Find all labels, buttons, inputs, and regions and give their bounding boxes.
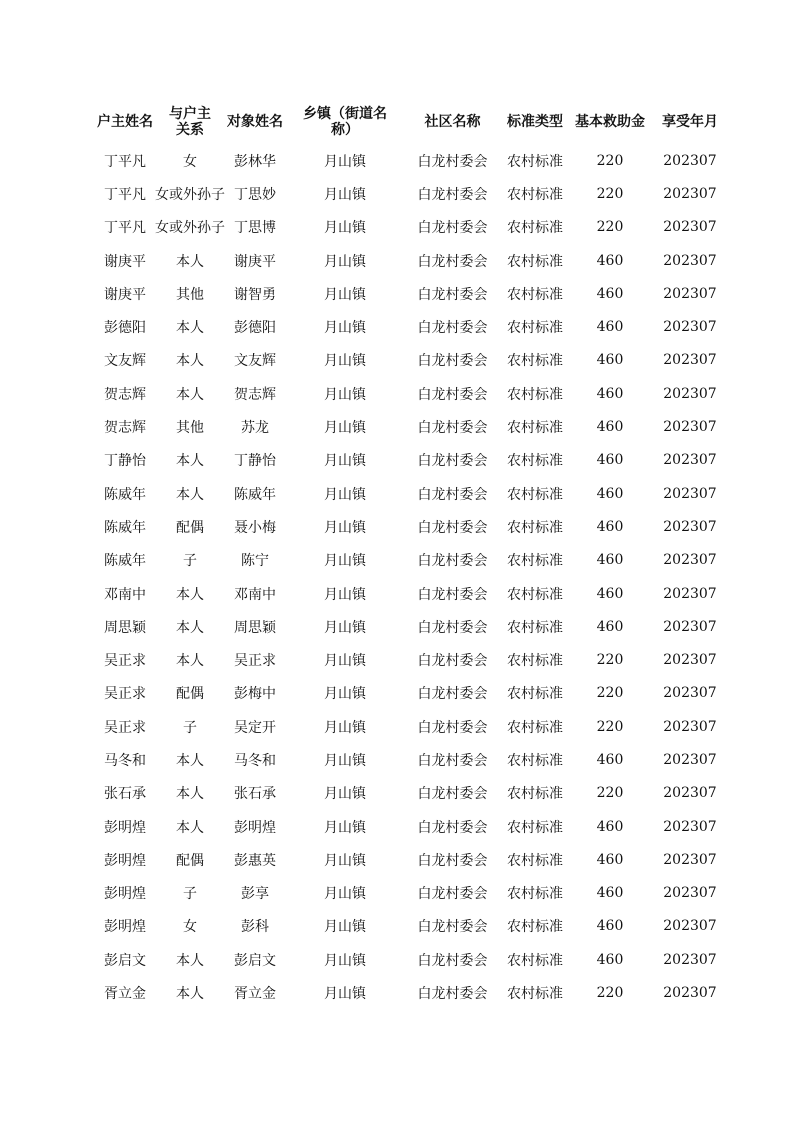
cell-recipient-name: 苏龙 (241, 420, 269, 437)
cell-town: 月山镇 (324, 519, 366, 536)
header-standard-type: 标准类型 (507, 114, 563, 130)
cell-community: 白龙村委会 (417, 420, 488, 437)
cell-town: 月山镇 (324, 186, 366, 203)
cell-basic-relief: 460 (596, 885, 624, 902)
cell-town: 月山镇 (324, 819, 366, 836)
cell-recipient-name: 贺志辉 (234, 386, 276, 403)
cell-basic-relief: 460 (596, 252, 624, 269)
cell-month: 202307 (663, 518, 717, 535)
cell-month: 202307 (663, 618, 717, 635)
cell-basic-relief: 220 (596, 219, 624, 236)
table-row (95, 710, 730, 743)
cell-standard-type: 农村标准 (507, 553, 563, 570)
cell-recipient-name: 胥立金 (234, 986, 276, 1003)
table-row (95, 444, 730, 477)
cell-recipient-name: 聂小梅 (234, 519, 276, 536)
table-row (95, 877, 730, 910)
cell-month: 202307 (663, 918, 717, 935)
cell-householder-name: 丁静怡 (104, 453, 146, 470)
cell-basic-relief: 460 (596, 518, 624, 535)
table-row (95, 544, 730, 577)
cell-basic-relief: 220 (596, 185, 624, 202)
cell-month: 202307 (663, 851, 717, 868)
table-row (95, 510, 730, 543)
cell-basic-relief: 460 (596, 751, 624, 768)
cell-community: 白龙村委会 (417, 986, 488, 1003)
cell-standard-type: 农村标准 (507, 886, 563, 903)
cell-householder-name: 丁平凡 (104, 186, 146, 203)
cell-relationship: 女或外孙子 (155, 186, 225, 203)
cell-standard-type: 农村标准 (507, 819, 563, 836)
cell-relationship: 其他 (176, 420, 204, 437)
cell-relationship: 本人 (176, 653, 204, 670)
cell-month: 202307 (663, 285, 717, 302)
cell-relationship: 配偶 (176, 852, 204, 869)
cell-standard-type: 农村标准 (507, 986, 563, 1003)
cell-community: 白龙村委会 (417, 686, 488, 703)
table-row (95, 144, 730, 177)
cell-recipient-name: 谢智勇 (234, 286, 276, 303)
cell-relationship: 女 (183, 153, 197, 170)
cell-householder-name: 邓南中 (104, 586, 146, 603)
cell-standard-type: 农村标准 (507, 220, 563, 237)
cell-community: 白龙村委会 (417, 320, 488, 337)
cell-standard-type: 农村标准 (507, 353, 563, 370)
cell-community: 白龙村委会 (417, 353, 488, 370)
table-row (95, 943, 730, 976)
cell-relationship: 本人 (176, 453, 204, 470)
cell-householder-name: 丁平凡 (104, 153, 146, 170)
table-row (95, 810, 730, 843)
cell-community: 白龙村委会 (417, 186, 488, 203)
cell-householder-name: 彭启文 (104, 952, 146, 969)
cell-relationship: 子 (183, 719, 197, 736)
cell-basic-relief: 220 (596, 685, 624, 702)
cell-householder-name: 贺志辉 (104, 420, 146, 437)
cell-community: 白龙村委会 (417, 752, 488, 769)
cell-householder-name: 吴正求 (104, 653, 146, 670)
cell-householder-name: 文友辉 (104, 353, 146, 370)
cell-standard-type: 农村标准 (507, 286, 563, 303)
cell-standard-type: 农村标准 (507, 320, 563, 337)
table-row (95, 777, 730, 810)
cell-recipient-name: 马冬和 (234, 752, 276, 769)
cell-town: 月山镇 (324, 919, 366, 936)
cell-relationship: 本人 (176, 986, 204, 1003)
cell-town: 月山镇 (324, 752, 366, 769)
cell-month: 202307 (663, 419, 717, 436)
cell-standard-type: 农村标准 (507, 919, 563, 936)
cell-month: 202307 (663, 785, 717, 802)
cell-community: 白龙村委会 (417, 786, 488, 803)
cell-town: 月山镇 (324, 220, 366, 237)
relief-roster-table (95, 100, 730, 1010)
cell-relationship: 其他 (176, 286, 204, 303)
cell-month: 202307 (663, 652, 717, 669)
cell-month: 202307 (663, 219, 717, 236)
table-row (95, 244, 730, 277)
cell-community: 白龙村委会 (417, 886, 488, 903)
cell-standard-type: 农村标准 (507, 752, 563, 769)
cell-householder-name: 贺志辉 (104, 386, 146, 403)
table-row (95, 344, 730, 377)
cell-basic-relief: 220 (596, 718, 624, 735)
cell-town: 月山镇 (324, 686, 366, 703)
table-row (95, 211, 730, 244)
cell-community: 白龙村委会 (417, 653, 488, 670)
cell-town: 月山镇 (324, 253, 366, 270)
cell-town: 月山镇 (324, 886, 366, 903)
cell-relationship: 子 (183, 886, 197, 903)
cell-community: 白龙村委会 (417, 852, 488, 869)
table-row (95, 843, 730, 876)
cell-month: 202307 (663, 152, 717, 169)
cell-town: 月山镇 (324, 386, 366, 403)
cell-householder-name: 吴正求 (104, 719, 146, 736)
cell-relationship: 本人 (176, 619, 204, 636)
cell-community: 白龙村委会 (417, 952, 488, 969)
cell-month: 202307 (663, 252, 717, 269)
cell-community: 白龙村委会 (417, 253, 488, 270)
cell-standard-type: 农村标准 (507, 586, 563, 603)
cell-relationship: 女 (183, 919, 197, 936)
cell-community: 白龙村委会 (417, 919, 488, 936)
table-body (95, 144, 730, 1010)
cell-month: 202307 (663, 485, 717, 502)
cell-community: 白龙村委会 (417, 286, 488, 303)
cell-town: 月山镇 (324, 320, 366, 337)
cell-relationship: 本人 (176, 819, 204, 836)
cell-month: 202307 (663, 585, 717, 602)
cell-standard-type: 农村标准 (507, 420, 563, 437)
cell-community: 白龙村委会 (417, 819, 488, 836)
cell-recipient-name: 谢庚平 (234, 253, 276, 270)
header-community: 社区名称 (424, 114, 481, 130)
cell-month: 202307 (663, 352, 717, 369)
cell-town: 月山镇 (324, 986, 366, 1003)
cell-basic-relief: 460 (596, 352, 624, 369)
cell-month: 202307 (663, 885, 717, 902)
cell-basic-relief: 460 (596, 285, 624, 302)
cell-relationship: 本人 (176, 586, 204, 603)
cell-standard-type: 农村标准 (507, 619, 563, 636)
cell-householder-name: 张石承 (104, 786, 146, 803)
cell-householder-name: 陈威年 (104, 519, 146, 536)
cell-basic-relief: 460 (596, 585, 624, 602)
cell-month: 202307 (663, 552, 717, 569)
cell-householder-name: 彭明煌 (104, 919, 146, 936)
cell-relationship: 子 (183, 553, 197, 570)
cell-standard-type: 农村标准 (507, 386, 563, 403)
cell-community: 白龙村委会 (417, 453, 488, 470)
table-row (95, 277, 730, 310)
cell-month: 202307 (663, 385, 717, 402)
cell-town: 月山镇 (324, 653, 366, 670)
cell-relationship: 本人 (176, 386, 204, 403)
header-town: 乡镇（街道名 称） (303, 106, 387, 138)
table-row (95, 377, 730, 410)
cell-relationship: 本人 (176, 752, 204, 769)
cell-community: 白龙村委会 (417, 153, 488, 170)
cell-basic-relief: 460 (596, 385, 624, 402)
cell-community: 白龙村委会 (417, 519, 488, 536)
cell-relationship: 本人 (176, 253, 204, 270)
cell-recipient-name: 彭林华 (234, 153, 276, 170)
cell-month: 202307 (663, 818, 717, 835)
cell-recipient-name: 丁思博 (234, 220, 276, 237)
cell-recipient-name: 彭惠英 (234, 852, 276, 869)
cell-basic-relief: 460 (596, 918, 624, 935)
cell-recipient-name: 彭德阳 (234, 320, 276, 337)
cell-relationship: 本人 (176, 353, 204, 370)
table-row (95, 743, 730, 776)
cell-relationship: 配偶 (176, 686, 204, 703)
cell-town: 月山镇 (324, 486, 366, 503)
cell-householder-name: 彭明煌 (104, 819, 146, 836)
cell-recipient-name: 吴定开 (234, 719, 276, 736)
cell-basic-relief: 460 (596, 851, 624, 868)
table-row (95, 410, 730, 443)
cell-relationship: 本人 (176, 786, 204, 803)
table-row (95, 310, 730, 343)
cell-month: 202307 (663, 985, 717, 1002)
cell-recipient-name: 吴正求 (234, 653, 276, 670)
cell-basic-relief: 460 (596, 618, 624, 635)
cell-recipient-name: 陈宁 (241, 553, 269, 570)
cell-town: 月山镇 (324, 619, 366, 636)
cell-recipient-name: 张石承 (234, 786, 276, 803)
cell-recipient-name: 彭启文 (234, 952, 276, 969)
header-basic-relief: 基本救助金 (575, 114, 645, 130)
cell-householder-name: 胥立金 (104, 986, 146, 1003)
cell-standard-type: 农村标准 (507, 719, 563, 736)
cell-basic-relief: 220 (596, 652, 624, 669)
table-row (95, 910, 730, 943)
cell-community: 白龙村委会 (417, 719, 488, 736)
cell-basic-relief: 460 (596, 552, 624, 569)
cell-standard-type: 农村标准 (507, 486, 563, 503)
cell-recipient-name: 丁思妙 (234, 186, 276, 203)
cell-town: 月山镇 (324, 852, 366, 869)
cell-householder-name: 谢庚平 (104, 253, 146, 270)
table-row (95, 610, 730, 643)
cell-standard-type: 农村标准 (507, 153, 563, 170)
cell-standard-type: 农村标准 (507, 786, 563, 803)
cell-month: 202307 (663, 951, 717, 968)
cell-basic-relief: 460 (596, 951, 624, 968)
cell-town: 月山镇 (324, 786, 366, 803)
cell-town: 月山镇 (324, 153, 366, 170)
cell-month: 202307 (663, 718, 717, 735)
cell-standard-type: 农村标准 (507, 686, 563, 703)
cell-month: 202307 (663, 185, 717, 202)
cell-town: 月山镇 (324, 553, 366, 570)
cell-householder-name: 谢庚平 (104, 286, 146, 303)
cell-recipient-name: 彭梅中 (234, 686, 276, 703)
cell-householder-name: 彭德阳 (104, 320, 146, 337)
cell-basic-relief: 460 (596, 818, 624, 835)
cell-standard-type: 农村标准 (507, 453, 563, 470)
cell-town: 月山镇 (324, 286, 366, 303)
cell-recipient-name: 陈威年 (234, 486, 276, 503)
header-relationship: 与户主 关系 (169, 106, 211, 138)
cell-recipient-name: 彭科 (241, 919, 269, 936)
cell-town: 月山镇 (324, 420, 366, 437)
cell-standard-type: 农村标准 (507, 653, 563, 670)
cell-town: 月山镇 (324, 952, 366, 969)
cell-basic-relief: 460 (596, 485, 624, 502)
header-householder-name: 户主姓名 (97, 114, 153, 130)
cell-recipient-name: 丁静怡 (234, 453, 276, 470)
cell-basic-relief: 460 (596, 319, 624, 336)
cell-community: 白龙村委会 (417, 386, 488, 403)
cell-householder-name: 吴正求 (104, 686, 146, 703)
cell-community: 白龙村委会 (417, 586, 488, 603)
table-row (95, 677, 730, 710)
cell-community: 白龙村委会 (417, 486, 488, 503)
cell-town: 月山镇 (324, 719, 366, 736)
cell-town: 月山镇 (324, 586, 366, 603)
cell-householder-name: 彭明煌 (104, 886, 146, 903)
cell-basic-relief: 460 (596, 452, 624, 469)
cell-recipient-name: 周思颖 (234, 619, 276, 636)
cell-town: 月山镇 (324, 453, 366, 470)
cell-recipient-name: 邓南中 (234, 586, 276, 603)
table-row (95, 477, 730, 510)
cell-householder-name: 马冬和 (104, 752, 146, 769)
cell-basic-relief: 220 (596, 785, 624, 802)
cell-relationship: 本人 (176, 320, 204, 337)
cell-householder-name: 丁平凡 (104, 220, 146, 237)
cell-householder-name: 陈威年 (104, 486, 146, 503)
cell-standard-type: 农村标准 (507, 952, 563, 969)
cell-community: 白龙村委会 (417, 553, 488, 570)
cell-relationship: 女或外孙子 (155, 220, 225, 237)
cell-recipient-name: 彭享 (241, 886, 269, 903)
cell-basic-relief: 460 (596, 419, 624, 436)
cell-community: 白龙村委会 (417, 220, 488, 237)
cell-town: 月山镇 (324, 353, 366, 370)
cell-standard-type: 农村标准 (507, 186, 563, 203)
cell-month: 202307 (663, 751, 717, 768)
table-row (95, 976, 730, 1009)
cell-standard-type: 农村标准 (507, 852, 563, 869)
table-row (95, 577, 730, 610)
cell-householder-name: 周思颖 (104, 619, 146, 636)
table-header-row (95, 100, 730, 144)
cell-community: 白龙村委会 (417, 619, 488, 636)
cell-month: 202307 (663, 452, 717, 469)
cell-relationship: 本人 (176, 486, 204, 503)
cell-basic-relief: 220 (596, 985, 624, 1002)
cell-relationship: 配偶 (176, 519, 204, 536)
cell-basic-relief: 220 (596, 152, 624, 169)
cell-standard-type: 农村标准 (507, 253, 563, 270)
cell-standard-type: 农村标准 (507, 519, 563, 536)
table-row (95, 177, 730, 210)
cell-recipient-name: 文友辉 (234, 353, 276, 370)
cell-householder-name: 陈威年 (104, 553, 146, 570)
cell-month: 202307 (663, 685, 717, 702)
cell-householder-name: 彭明煌 (104, 852, 146, 869)
cell-recipient-name: 彭明煌 (234, 819, 276, 836)
table-row (95, 643, 730, 676)
cell-relationship: 本人 (176, 952, 204, 969)
cell-month: 202307 (663, 319, 717, 336)
header-month: 享受年月 (662, 114, 718, 130)
header-recipient-name: 对象姓名 (227, 114, 283, 130)
